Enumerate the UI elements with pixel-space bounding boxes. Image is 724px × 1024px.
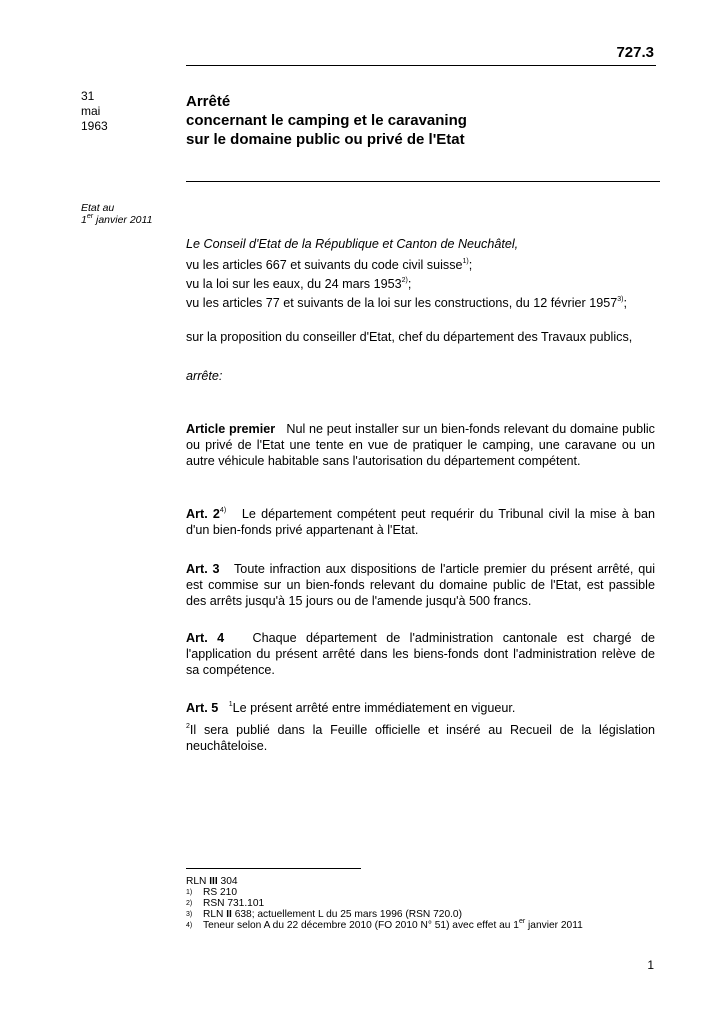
footnote-4: 4) Teneur selon A du 22 décembre 2010 (FO 2010 N° 51) avec effet au 1er janvier 2011 xyxy=(186,917,583,931)
article-1-label: Article premier xyxy=(186,422,276,436)
header-rule xyxy=(186,65,656,66)
article-5-paragraph-2: $^2$Il sera publié dans la Feuille officielle et inséré au Recueil de la législation neuchâteloise. xyxy=(186,722,655,753)
article-5-paragraph-1: Art. 5 $^1$Le présent arrêté entre immédiatement en vigueur. xyxy=(186,700,516,715)
footnote-rln: RLN III 304 xyxy=(186,876,238,887)
date-year: 1963 xyxy=(81,119,108,133)
article-1: Article premier Nul ne peut installer sur un bien-fonds relevant du domaine public ou privé de l'Etat une tente en vue de pratiquer le camping, une caravane ou un autre véhicule habitable sans l'autorisation du département compétent. xyxy=(186,422,655,468)
council-line: Le Conseil d'Etat de la République et Canton de Neuchâtel, xyxy=(186,237,519,251)
page-number: 1 xyxy=(647,958,654,972)
footnotes xyxy=(186,876,583,931)
footnote-3: 3) RLN II 638; actuellement L du 25 mars 1996 (RSN 720.0) xyxy=(186,909,462,920)
preamble-ref-3: vu les articles 77 et suivants de la loi sur les constructions, du 12 février 1957$^{3)}$; xyxy=(186,295,627,310)
document-title xyxy=(186,92,467,149)
title-rule xyxy=(186,181,660,182)
preamble-ref-1: vu les articles 667 et suivants du code civil suisse$^{1)}$; xyxy=(186,257,473,272)
title-line-1: Arrêté xyxy=(186,93,231,110)
article-2: Art. 2$^{4)}$ Le département compétent peut requérir du Tribunal civil la mise à ban d'un bien-fonds privé appartenant à l'Etat. xyxy=(186,506,655,537)
footnote-1: 1) RS 210 xyxy=(186,887,237,898)
article-4-label: Art. 4 xyxy=(186,631,225,645)
preamble-proposal: sur la proposition du conseiller d'Etat, chef du département des Travaux publics, xyxy=(186,330,633,344)
preamble-ref-2: vu la loi sur les eaux, du 24 mars 1953$^{2)}$; xyxy=(186,276,412,291)
date-block xyxy=(81,89,108,134)
title-line-2: concernant le camping et le caravaning xyxy=(186,112,467,129)
date-day: 31 xyxy=(81,89,95,103)
footnote-rule xyxy=(186,868,361,869)
title-line-3: sur le domaine public ou privé de l'Etat xyxy=(186,131,465,148)
footnote-2: 2) RSN 731.101 xyxy=(186,898,265,909)
article-2-label: Art. 2 xyxy=(186,507,220,521)
decree-word: arrête: xyxy=(186,369,223,383)
date-month: mai xyxy=(81,104,101,118)
article-3-label: Art. 3 xyxy=(186,562,220,576)
state-date xyxy=(81,202,152,226)
state-value: 1er janvier 2011 xyxy=(81,212,153,226)
document-number: 727.3 xyxy=(616,44,654,61)
article-5-label: Art. 5 xyxy=(186,701,219,715)
article-3: Art. 3 Toute infraction aux dispositions de l'article premier du présent arrêté, qui est commise sur un bien-fonds relevant du domaine public de l'Etat, est passible des arrêts jusqu'à 15 jours ou de l'amende jusqu'à 500 francs. xyxy=(186,562,656,608)
article-4: Art. 4 Chaque département de l'administration cantonale est chargé de l'application du présent arrêté dans les biens-fonds dont l'administration relève de sa compétence. xyxy=(186,631,655,677)
state-label: Etat au xyxy=(81,202,115,214)
